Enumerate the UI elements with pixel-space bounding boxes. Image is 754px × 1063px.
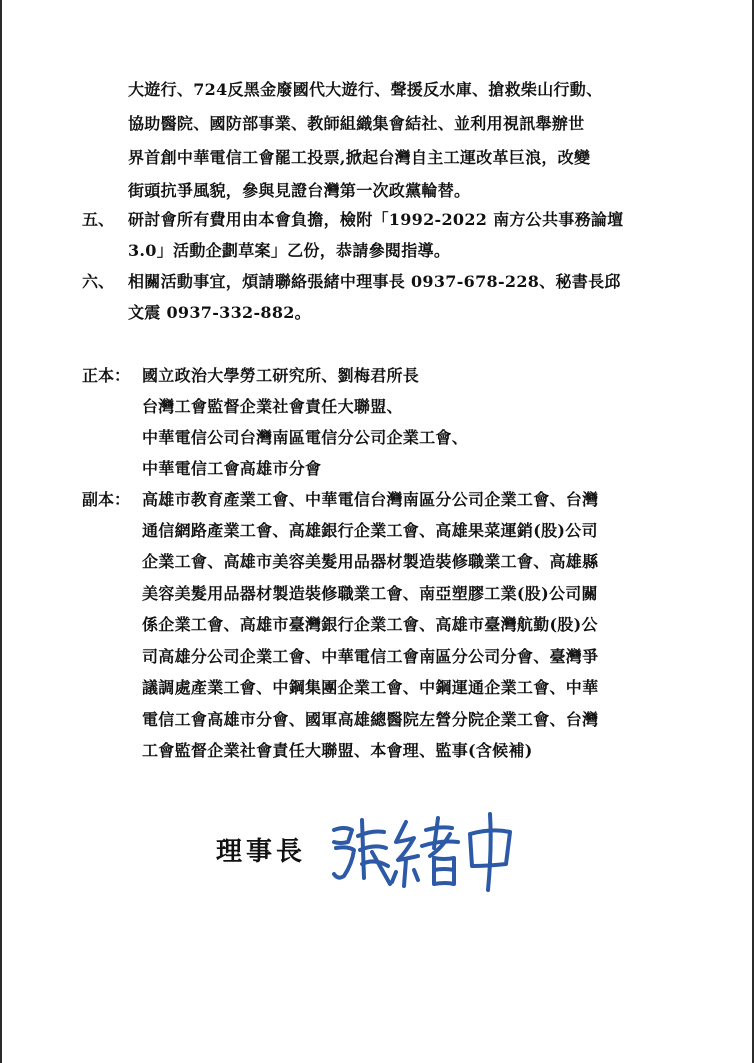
body-line: 街頭抗爭風貌，參與見證台灣第一次政黨輪替。: [128, 181, 471, 200]
item-5-line: 研討會所有費用由本會負擔，檢附「1992-2022 南方公共事務論壇: [128, 210, 624, 229]
fuben-line: 係企業工會、高雄市臺灣銀行企業工會、高雄市臺灣航勤(股)公: [142, 615, 598, 634]
item-6-line: 相關活動事宜，煩請聯絡張緒中理事長 0937-678-228、秘書長邱: [128, 272, 621, 291]
body-line: 界首創中華電信工會罷工投票,掀起台灣自主工運改革巨浪，改變: [128, 148, 591, 167]
zhengben-line: 台灣工會監督企業社會責任大聯盟、: [142, 397, 403, 416]
zhengben-label: 正本：: [82, 366, 131, 385]
fuben-line: 企業工會、高雄市美容美髮用品器材製造裝修職業工會、高雄縣: [142, 552, 599, 571]
page-edge-left: [0, 0, 2, 1063]
fuben-line: 通信網路產業工會、高雄銀行企業工會、高雄果菜運銷(股)公司: [142, 521, 598, 540]
fuben-line: 議調處產業工會、中鋼集團企業工會、中鋼運通企業工會、中華: [142, 678, 599, 697]
zhengben-line: 中華電信公司台灣南區電信分公司企業工會、: [142, 428, 469, 447]
body-line: 大遊行、724反黑金廢國代大遊行、聲援反水庫、搶救柴山行動、: [128, 80, 603, 99]
body-line: 協助醫院、國防部事業、教師組織集會結社、並利用視訊舉辦世: [128, 114, 585, 133]
zhengben-line: 中華電信工會高雄市分會: [142, 459, 322, 478]
fuben-line: 高雄市教育產業工會、中華電信台灣南區分公司企業工會、台灣: [142, 490, 599, 509]
fuben-line: 美容美髮用品器材製造裝修職業工會、南亞塑膠工業(股)公司關: [142, 584, 598, 603]
item-5-marker: 五、: [82, 210, 115, 229]
fuben-line: 工會監督企業社會責任大聯盟、本會理、監事(含候補): [142, 741, 533, 760]
zhengben-line: 國立政治大學勞工研究所、劉梅君所長: [142, 366, 420, 385]
fuben-line: 司高雄分公司企業工會、中華電信工會南區分公司分會、臺灣爭: [142, 647, 599, 666]
signer-title: 理事長: [216, 837, 307, 867]
handwritten-signature: [322, 808, 532, 892]
fuben-line: 電信工會高雄市分會、國軍高雄總醫院左營分院企業工會、台灣: [142, 710, 599, 729]
item-6-marker: 六、: [82, 272, 115, 291]
item-6-line: 文震 0937-332-882。: [128, 303, 311, 322]
fuben-label: 副本：: [82, 490, 131, 509]
item-5-line: 3.0」活動企劃草案」乙份，恭請參閱指導。: [128, 241, 451, 260]
